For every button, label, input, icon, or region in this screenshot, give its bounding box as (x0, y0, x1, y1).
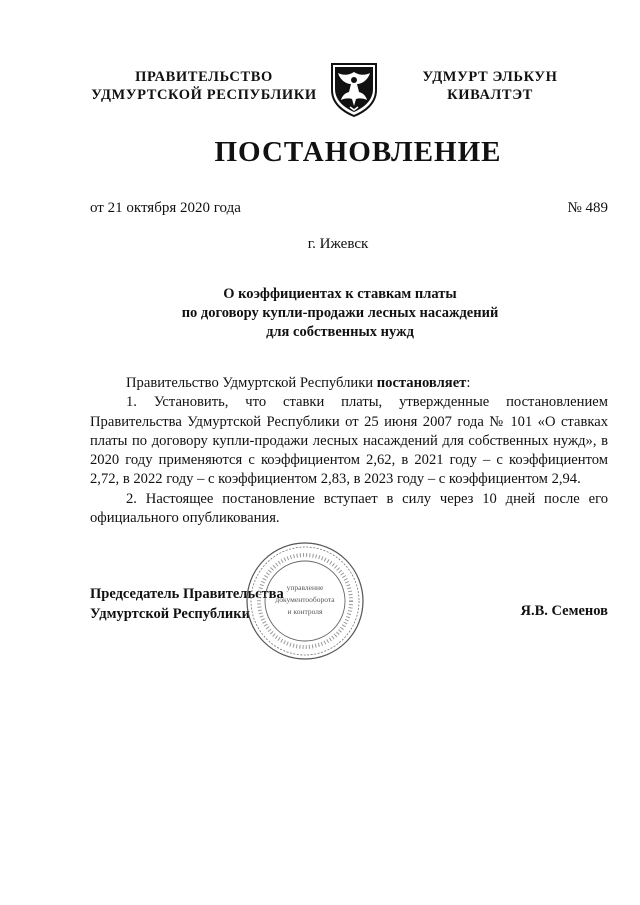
header-right-line2: КИВАЛТЭТ (447, 87, 533, 103)
header-right-line1: УДМУРТ ЭЛЬКУН (422, 69, 558, 85)
document-title-line1: О коэффициентах к ставкам платы (223, 286, 457, 302)
document-date: от 21 октября 2020 года (90, 200, 241, 216)
document-number: № 489 (567, 200, 608, 216)
official-seal-stamp-icon (244, 540, 366, 662)
document-title-line3: для собственных нужд (266, 324, 414, 340)
stamp-inner-line2: документооборота (275, 595, 335, 604)
header-left-block (84, 68, 324, 104)
item-2-paragraph: 2. Настоящее постановление вступает в силу через 10 дней после его официального опубликования. (90, 490, 608, 527)
header-left-line2: УДМУРТСКОЙ РЕСПУБЛИКИ (91, 87, 317, 103)
intro-verb: постановляет (376, 375, 467, 391)
document-body (90, 374, 608, 528)
coat-of-arms-icon (328, 60, 380, 118)
document-city: г. Ижевск (307, 236, 369, 252)
document-type-heading: ПОСТАНОВЛЕНИЕ (214, 136, 502, 168)
document-title-line2: по договору купли-продажи лесных насаждений (181, 305, 499, 321)
signatory-name: Я.В. Семенов (520, 603, 608, 619)
header-right-block (400, 68, 580, 104)
signatory-position-line2: Удмуртской Республики (90, 606, 250, 622)
stamp-inner-line3: и контроля (287, 607, 323, 616)
item-1-paragraph: 1. Установить, что ставки платы, утвержденные постановлением Правительства Удмуртской Республики от 25 июня 2007 года № 101 «О ставках платы по договору купли-продажи лесных насаждений для собственных нужд», в 2020 году применяются с коэффициентом 2,62, в 2021 году – с коэффициентом 2,72, в 2022 году – с коэффициентом 2,83, в 2023 году – с коэффициентом 2,94. (90, 394, 608, 488)
intro-prefix: Правительство Удмуртской Республики (126, 375, 377, 391)
header-left-line1: ПРАВИТЕЛЬСТВО (135, 69, 273, 85)
document-title (150, 285, 530, 342)
intro-paragraph (90, 374, 608, 393)
stamp-inner-line1: управление (286, 583, 324, 592)
intro-suffix: : (466, 375, 471, 391)
signatory-position-line1: Председатель Правительства (90, 586, 284, 602)
